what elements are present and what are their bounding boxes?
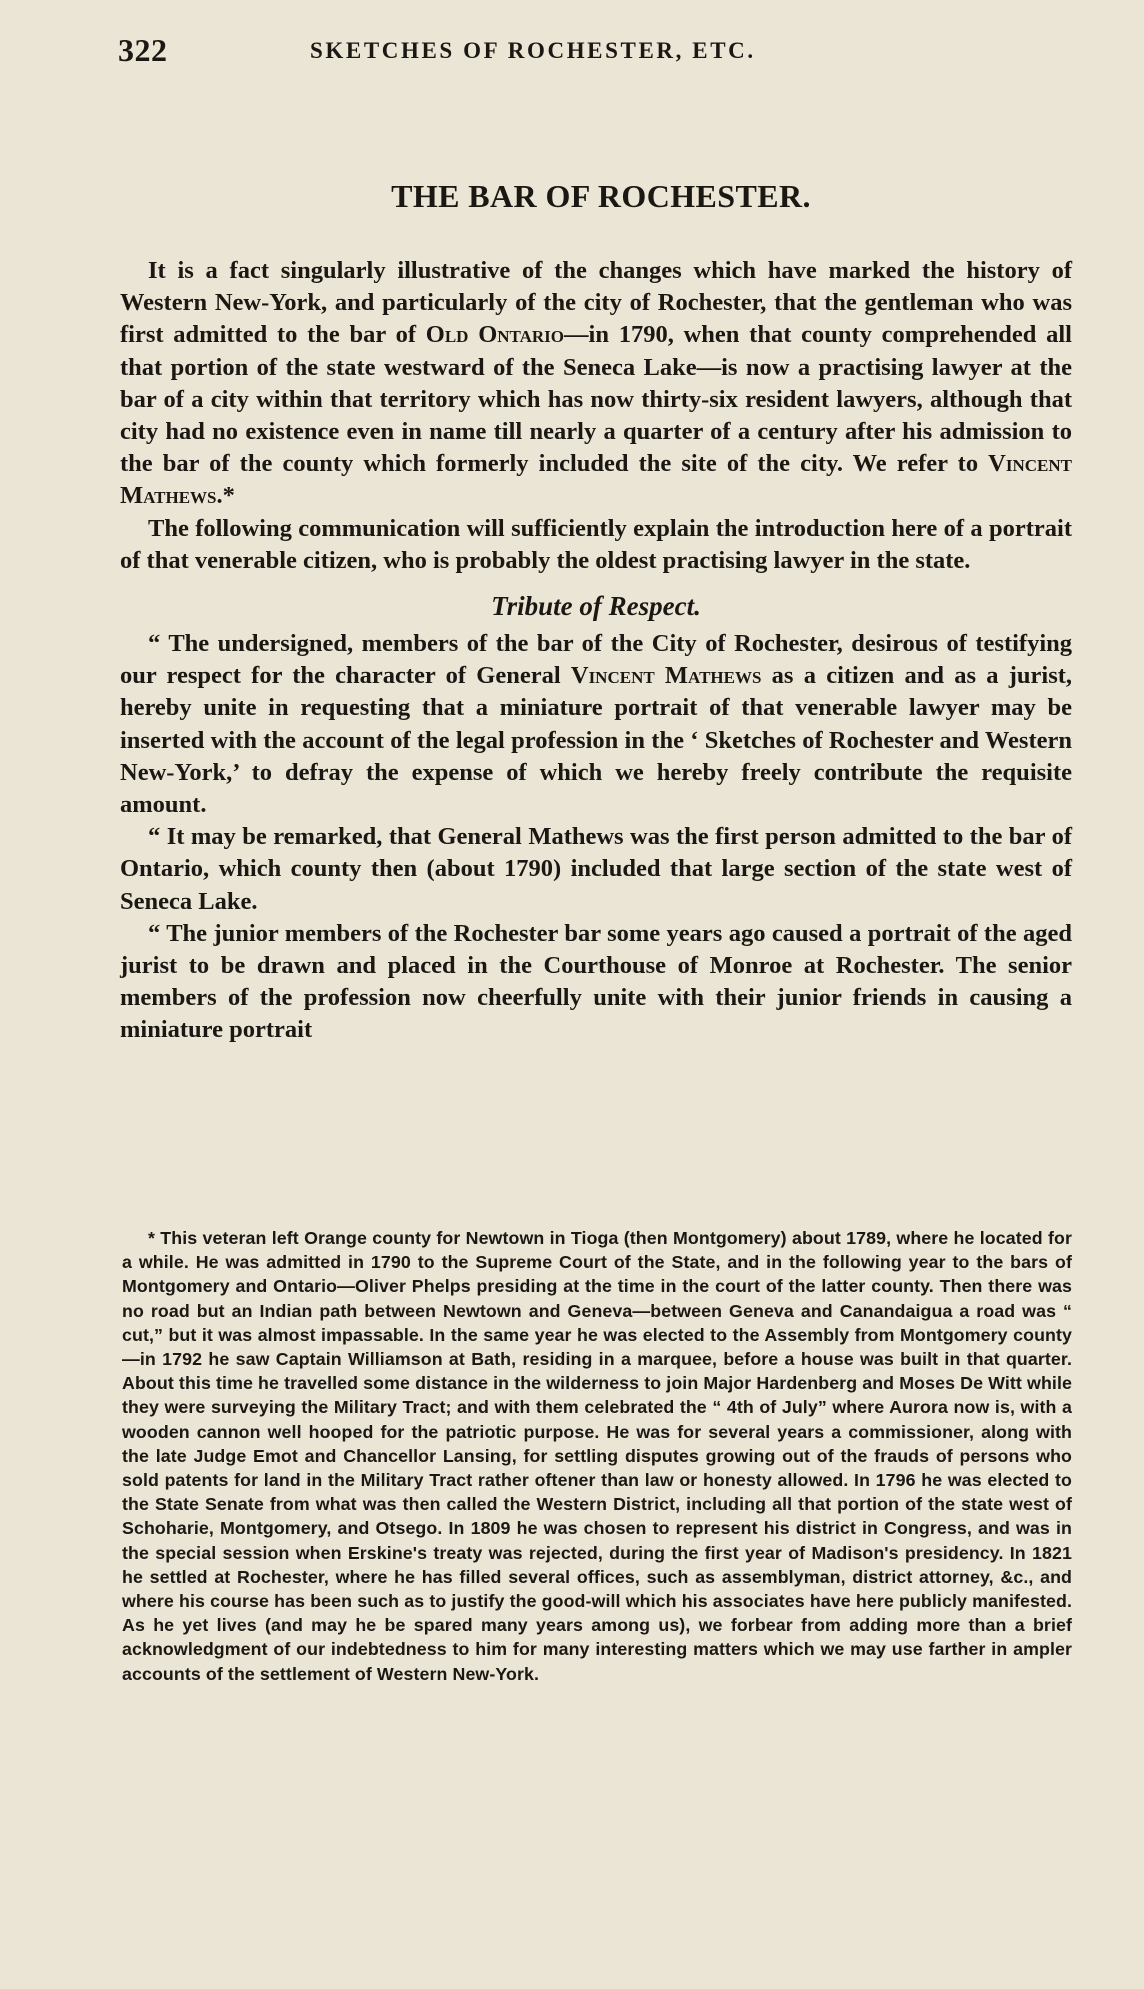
tribute-paragraph-2: “ It may be remarked, that General Mathews was the first person admitted to the bar of Ontario, which county then (about 1790) included that large section of the state west of Seneca Lake.: [120, 823, 1072, 915]
chapter-title: THE BAR OF ROCHESTER.: [391, 178, 811, 214]
tribute-text-a: “ The undersigned, members of the bar of the City of Rochester, desirous of testifying our respect for the character of General: [120, 630, 1072, 690]
intro-text-a: It is a fact singularly illustrative of the changes which have marked the history of Western New-York, and particularly of the city of Rochester, that the gentleman who was first admitted to the bar of: [120, 257, 1072, 349]
tribute-paragraph-3: “ The junior members of the Rochester bar some years ago caused a portrait of the aged jurist to be drawn and placed in the Courthouse of Monroe at Rochester. The senior members of the profession now cheerfully unite with their junior friends in causing a miniature portrait: [120, 919, 1072, 1044]
running-title: SKETCHES OF ROCHESTER, ETC.: [310, 38, 756, 63]
tribute-paragraph-1: [120, 628, 1072, 821]
page-header: [118, 32, 1078, 72]
tribute-name-smallcaps: Vincent Mathews: [570, 662, 762, 690]
intro-paragraph-2: The following communication will sufficiently explain the introduction here of a portrait of that venerable citizen, who is probably the oldest practising lawyer in the state.: [120, 514, 1072, 574]
intro-paragraph-1: [120, 255, 1072, 513]
footnote: * This veteran left Orange county for Newtown in Tioga (then Montgomery) about 1789, where he located for a while. He was admitted in 1790 to the Supreme Court of the State, and in the following year to the bars of Montgomery and Ontario—Oliver Phelps presiding at the time in the court of the latter county. Then there was no road but an Indian path between Newtown and Geneva—between Geneva and Canandaigua a road was “ cut,” but it was almost impassable. In the same year he was elected to the Assembly from Montgomery county—in 1792 he saw Captain Williamson at Bath, residing in a marquee, before a house was built in that quarter. About this time he travelled some distance in the wilderness to join Major Hardenberg and Moses De Witt while they were surveying the Military Tract; and with them celebrated the “ 4th of July” where Aurora now is, with a wooden cannon well hooped for the patriotic purpose. He was for several years a commissioner, along with the late Judge Emot and Chancellor Lansing, for settling disputes growing out of the frauds of persons who sold patents for land in the Military Tract rather oftener than law or honesty allowed. In 1796 he was elected to the State Senate from what was then called the Western District, including all that portion of the state west of Schoharie, Montgomery, and Otsego. In 1809 he was chosen to represent his district in Congress, and was in the special session when Erskine's treaty was rejected, during the first year of Madison's presidency. In 1821 he settled at Rochester, where he has filled several offices, such as assemblyman, district attorney, &c., and where his course has been such as to justify the good-will which his associates have here publicly manifested. As he yet lives (and may he be spared many years among us), we forbear from adding more than a brief acknowledgment of our indebtedness to him for many interesting matters which we may use farther in ampler accounts of the settlement of Western New-York.: [122, 1228, 1072, 1684]
page-number: 322: [118, 32, 168, 68]
intro-text-b: —in 1790, when that county comprehended all that portion of the state westward of the Seneca Lake—is now a practising lawyer at the bar of a city within that territory which has now thirty-six resident lawyers, although that city had no existence even in name till nearly a quarter of a century after his admission to the bar of the county which formerly included the site of the city. We refer to: [120, 321, 1072, 478]
intro-text-c: .*: [216, 482, 235, 510]
tribute-title: Tribute of Respect.: [491, 591, 701, 622]
footnote-block: [122, 1226, 1072, 1686]
vincent-mathews-smallcaps: Vincent Mathews: [120, 450, 1072, 510]
page-body: [120, 178, 1072, 1047]
tribute-text-b: as a citizen and as a jurist, hereby unite in requesting that a miniature portrait of that venerable lawyer may be inserted with the account of the legal profession in the ‘ Sketches of Rochester and Western New-York,’ to defray the expense of which we hereby freely contribute the requisite amount.: [120, 662, 1073, 819]
old-ontario-smallcaps: Old Ontario: [425, 321, 565, 349]
